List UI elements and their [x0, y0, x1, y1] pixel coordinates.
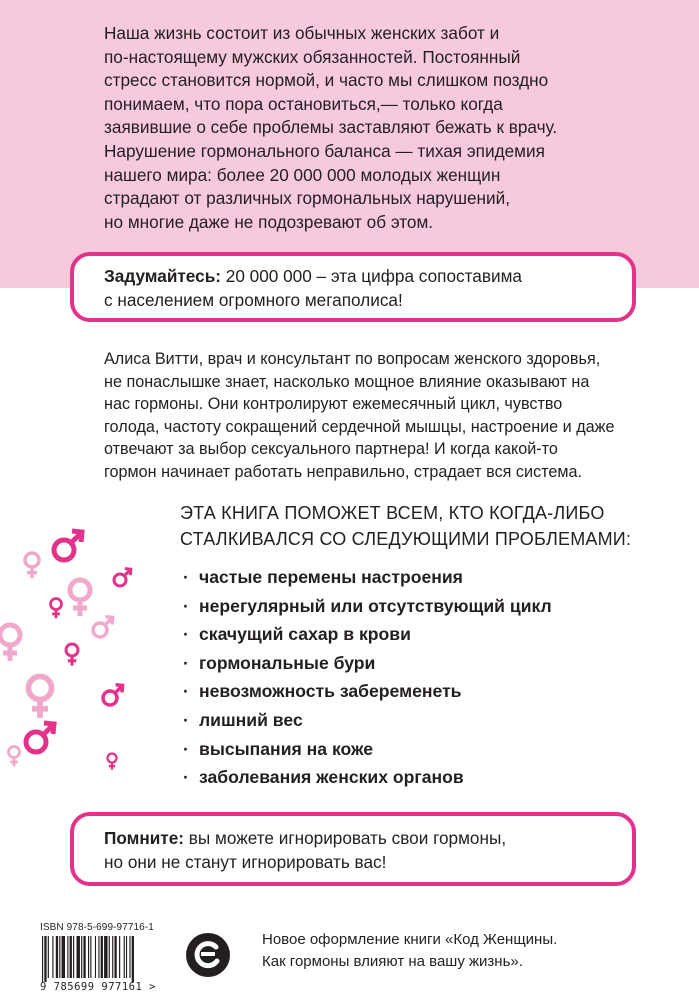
barcode-bar — [83, 936, 85, 978]
barcode-bar — [126, 936, 127, 978]
barcode-bar — [90, 936, 91, 978]
mars-symbol-icon — [26, 723, 54, 752]
venus-symbol-icon — [51, 599, 62, 619]
barcode-bar — [95, 936, 96, 978]
bullet-dot: · — [183, 624, 189, 645]
footer-line2: Как гормоны влияют на вашу жизнь». — [262, 953, 523, 970]
venus-symbol-icon — [70, 580, 90, 616]
barcode-bar — [104, 936, 107, 978]
intro-line: по-настоящему мужских обязанностей. Постоянный — [104, 46, 521, 67]
isbn-text: ISBN 978-5-699-97716-1 — [40, 922, 154, 933]
mars-symbol-icon — [93, 617, 113, 637]
intro-line: заявившие о себе проблемы заставляют бежать к врачу. — [104, 117, 558, 138]
problem-label: гормональные бури — [199, 652, 376, 673]
barcode-bar — [73, 936, 74, 978]
intro-line: Наша жизнь состоит из обычных женских забот и — [104, 23, 500, 43]
mars-symbol-icon — [103, 685, 123, 705]
list-item — [183, 563, 552, 592]
remember-callout-box — [70, 812, 636, 886]
body-line: Алиса Витти, врач и консультант по вопросам женского здоровья, — [104, 350, 601, 368]
think-callout-label: Задумайтесь: — [104, 266, 221, 286]
venus-symbol-icon — [0, 625, 20, 661]
think-callout-line2: с населением огромного мегаполиса! — [104, 289, 403, 310]
problem-label: нерегулярный или отсутствующий цикл — [199, 595, 552, 616]
list-item — [183, 592, 552, 621]
think-callout-box — [70, 252, 636, 322]
problem-label: невозможность забеременеть — [199, 681, 462, 702]
heading-line2: СТАЛКИВАЛСЯ СО СЛЕДУЮЩИМИ ПРОБЛЕМАМИ: — [180, 529, 632, 549]
problems-heading — [180, 500, 631, 552]
bullet-dot: · — [183, 767, 189, 788]
barcode-bar — [98, 936, 99, 978]
eksmo-e-icon — [185, 932, 231, 978]
problems-list — [183, 563, 552, 792]
barcode-bar — [119, 936, 120, 978]
barcode-bar — [114, 936, 116, 978]
bullet-dot: · — [183, 567, 189, 587]
barcode-bar — [48, 936, 49, 978]
remember-callout-text — [104, 827, 506, 874]
venus-symbol-icon — [29, 677, 52, 718]
barcode-bar — [101, 936, 103, 978]
bullet-dot: · — [183, 652, 189, 673]
intro-paragraph — [104, 22, 624, 234]
author-paragraph — [104, 348, 664, 484]
list-item — [183, 677, 552, 706]
list-item — [183, 763, 552, 792]
bullet-dot: · — [183, 738, 189, 759]
barcode-bar — [129, 936, 130, 978]
venus-symbol-icon — [9, 747, 20, 767]
intro-line: стресс становится нормой, и часто мы слишком поздно — [104, 70, 549, 91]
intro-line: нашего мира: более 20 000 000 молодых женщин — [104, 164, 501, 185]
barcode-bar — [44, 936, 46, 982]
list-item — [183, 706, 552, 735]
isbn-barcode-block — [40, 922, 176, 993]
body-line: нас гормоны. Они контролируют ежемесячный цикл, чувство — [104, 395, 563, 414]
problem-label: лишний вес — [199, 709, 303, 730]
barcode-icon — [40, 936, 176, 982]
venus-symbol-icon — [25, 553, 39, 578]
think-callout-line1: 20 000 000 – эта цифра сопоставима — [221, 266, 522, 286]
footer-line1: Новое оформление книги «Код Женщины. — [262, 931, 558, 948]
body-line: гормон начинает работать неправильно, страдает вся система. — [104, 462, 583, 481]
barcode-bar — [42, 936, 43, 982]
bullet-dot: · — [183, 709, 189, 730]
intro-line: но многие даже не подозревают об этом. — [104, 211, 434, 232]
list-item — [183, 735, 552, 764]
problem-label: скачущий сахар в крови — [199, 624, 411, 645]
barcode-bar — [52, 936, 53, 978]
remember-callout-line1: вы можете игнорировать свои гормоны, — [184, 828, 507, 848]
footer-note — [262, 929, 557, 973]
body-line: отвечают за выбор сексуального партнера! И когда какой-то — [104, 440, 558, 459]
barcode-bar — [109, 936, 110, 978]
body-line: не понаслышке знает, насколько мощное влияние оказывают на — [104, 372, 590, 391]
bullet-dot: · — [183, 595, 189, 616]
bullet-dot: · — [183, 681, 189, 702]
barcode-bar — [62, 936, 65, 978]
remember-callout-line2: но они не станут игнорировать вас! — [104, 851, 387, 872]
barcode-digits: 9 785699 977161 > — [40, 981, 156, 993]
intro-line: Нарушение гормонального баланса — тихая эпидемия — [104, 140, 545, 161]
venus-symbol-icon — [66, 644, 78, 666]
barcode-bar — [112, 936, 113, 978]
remember-callout-label: Помните: — [104, 828, 184, 848]
body-line: голода, частоту сокращений сердечной мышцы, настроение и даже — [104, 417, 615, 436]
barcode-bar — [56, 936, 58, 978]
venus-symbol-icon — [108, 754, 117, 770]
barcode-bar — [67, 936, 68, 978]
intro-line: понимаем, что пора остановиться,— только когда — [104, 93, 503, 114]
barcode-bar — [59, 936, 60, 978]
gender-symbols-decoration — [0, 520, 150, 780]
mars-symbol-icon — [54, 531, 82, 560]
problem-label: заболевания женских органов — [199, 767, 464, 788]
think-callout-text — [104, 265, 522, 312]
list-item — [183, 620, 552, 649]
mars-symbol-icon — [114, 569, 131, 586]
barcode-bar — [132, 936, 134, 982]
barcode-bar — [81, 936, 82, 978]
problem-label: частые перемены настроения — [199, 567, 463, 587]
intro-line: страдают от различных гормональных нарушений, — [104, 188, 511, 209]
barcode-bar — [124, 936, 125, 978]
list-item — [183, 649, 552, 678]
barcode-bar — [77, 936, 80, 978]
barcode-bar — [88, 936, 89, 978]
heading-line1: ЭТА КНИГА ПОМОЖЕТ ВСЕМ, КТО КОГДА-ЛИБО — [180, 503, 605, 523]
barcode-bar — [70, 936, 72, 978]
problem-label: высыпания на коже — [199, 738, 374, 759]
